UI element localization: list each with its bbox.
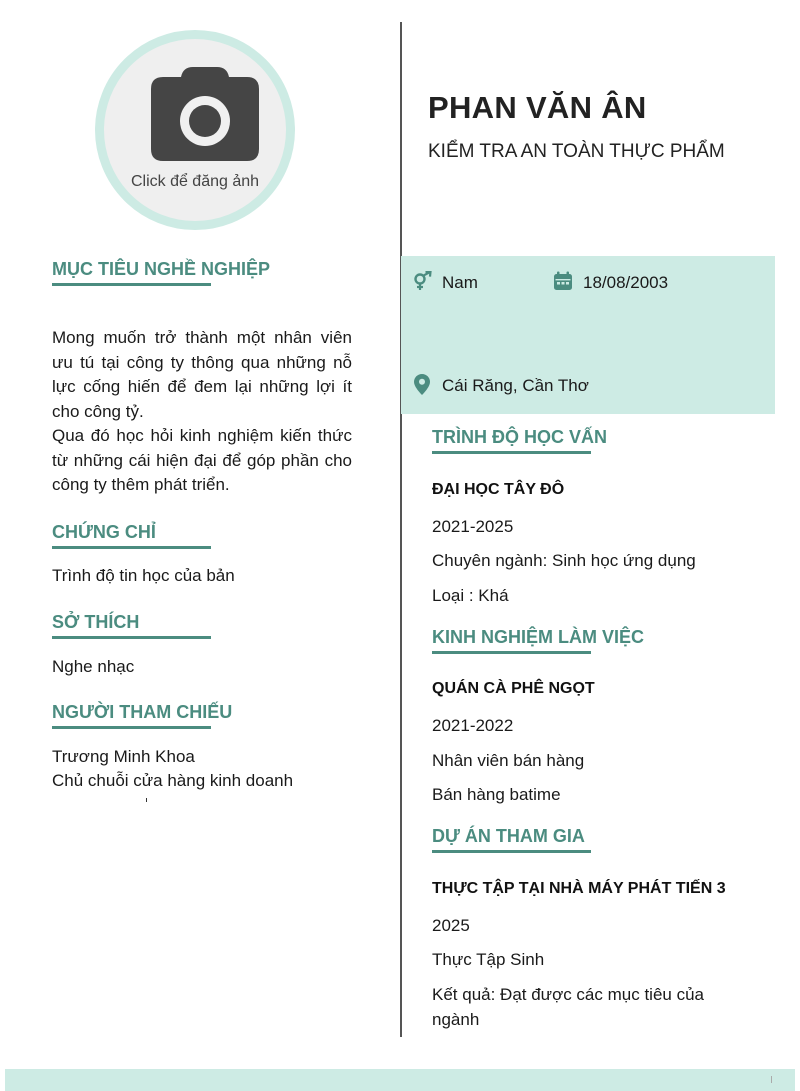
objective-line-2: Qua đó học hỏi kinh nghiệm kiến thức từ những cái hiện đại để góp phần cho công ty thêm phát triển.	[52, 426, 352, 494]
photo-upload-label: Click để đăng ảnh	[130, 173, 260, 190]
certificates-heading: CHỨNG CHỈ	[52, 522, 156, 542]
reference-name: Trương Minh Khoa	[52, 747, 195, 766]
objective-heading: MỤC TIÊU NGHỀ NGHIỆP	[52, 259, 271, 279]
experience-company: QUÁN CÀ PHÊ NGỌT	[432, 680, 595, 697]
project-role: Thực Tập Sinh	[432, 950, 545, 969]
reference-title: Chủ chuỗi cửa hàng kinh doanh	[52, 771, 294, 790]
calendar-icon	[553, 271, 573, 291]
education-major: Chuyên ngành: Sinh học ứng dụng	[432, 551, 696, 570]
experience-underline	[432, 651, 591, 654]
gender-icon	[413, 271, 433, 291]
hobbies-underline	[52, 636, 211, 639]
experience-heading: KINH NGHIỆM LÀM VIỆC	[432, 627, 645, 647]
objective-underline	[52, 283, 211, 286]
education-grade: Loại : Khá	[432, 586, 509, 605]
references-heading: NGƯỜI THAM CHIẾU	[52, 702, 233, 722]
projects-underline	[432, 850, 591, 853]
footer-mark	[771, 1076, 772, 1083]
certificates-text: Trình độ tin học của bản	[52, 566, 235, 585]
map-pin-icon	[414, 374, 430, 395]
footer-band	[5, 1069, 795, 1091]
education-heading: TRÌNH ĐỘ HỌC VẤN	[432, 427, 607, 447]
camera-icon	[151, 67, 259, 161]
objective-text	[52, 326, 352, 498]
stray-mark	[146, 798, 147, 802]
column-divider	[400, 22, 402, 1037]
photo-upload[interactable]	[95, 30, 295, 230]
hobbies-text: Nghe nhạc	[52, 657, 135, 676]
project-title: THỰC TẬP TẠI NHÀ MÁY PHÁT TIẾN 3	[432, 880, 726, 897]
objective-line-1: Mong muốn trở thành một nhân viên ưu tú tại công ty thông qua những nỗ lực cống hiến để đem lại những lợi ít cho công tỷ.	[52, 328, 352, 421]
experience-position: Nhân viên bán hàng	[432, 751, 585, 770]
hobbies-heading: SỞ THÍCH	[52, 612, 140, 632]
education-school: ĐẠI HỌC TÂY ĐÔ	[432, 481, 565, 498]
candidate-name: PHAN VĂN ÂN	[428, 90, 647, 125]
dob-value: 18/08/2003	[583, 273, 669, 292]
education-years: 2021-2025	[432, 517, 514, 536]
project-year: 2025	[432, 916, 470, 935]
project-result: Kết quả: Đạt được các mục tiêu của ngành	[432, 985, 704, 1029]
references-underline	[52, 726, 211, 729]
candidate-role: KIỂM TRA AN TOÀN THỰC PHẨM	[428, 141, 725, 162]
address-value: Cái Răng, Cần Thơ	[442, 376, 589, 395]
education-underline	[432, 451, 591, 454]
experience-detail: Bán hàng batime	[432, 785, 561, 804]
experience-years: 2021-2022	[432, 716, 514, 735]
projects-heading: DỰ ÁN THAM GIA	[432, 826, 585, 846]
certificates-underline	[52, 546, 211, 549]
gender-value: Nam	[442, 273, 478, 292]
